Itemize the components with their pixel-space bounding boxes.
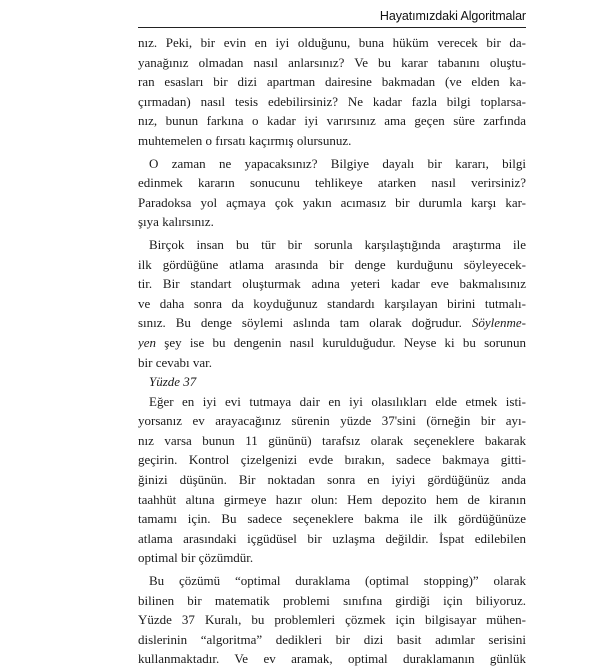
text-line: Paradoksa yol açmaya çok yakın acımasız bir durumla karşı kar-: [138, 194, 526, 210]
text-line: tamamı için. Bu sadece seçeneklere bakma ile ilk gördüğünüze: [138, 511, 526, 527]
text-line: çırmadan) nasıl tesis edebilirsiniz? Ne kadar fazla bilgi toplarsa-: [138, 93, 526, 109]
text-line: Yüzde 37 Kuralı, bu problemleri çözmek için bilgisayar mühen-: [138, 612, 526, 628]
text-line: O zaman ne yapacaksınız? Bilgiye dayalı bir kararı, bilgi: [149, 155, 526, 171]
text-line: edinmek kararın sonucunu tehlikeye atarken nasıl verirsiniz?: [138, 175, 526, 191]
paragraph-3: [138, 235, 526, 372]
text-line: dislerinin “algoritma” dedikleri bir dizi basit adımlar serisini: [138, 631, 526, 647]
text-line: ilk gördüğüne atlama arasında bir denge kurduğunu söyleyecek-: [138, 256, 526, 272]
text-line: [138, 313, 526, 333]
text-line: [138, 333, 526, 353]
italic-text-run: yen: [138, 334, 157, 350]
text-line: tir. Bir standart oluşturmak adına yeteri kadar eve bakmalısınız: [138, 276, 526, 292]
text-line: yanağınız olmadan nasıl anlarsınız? Ve bu karar tabanını oluştu-: [138, 54, 526, 70]
text-line: ran esasları bir dizi apartman dairesine bakmadan (ve elden ka-: [138, 74, 526, 90]
text-line: atlama arasındaki içgüdüsel bir uzlaşma değildir. İspat edilebilen: [138, 530, 526, 546]
text-line: taahhüt altına girmeye hazır olun: Hem depozito hem de kiranın: [138, 491, 526, 507]
paragraph-1: [138, 33, 526, 151]
running-header: Hayatımızdaki Algoritmalar: [379, 9, 526, 23]
text-line: kullanmaktadır. Ve ev aramak, optimal duraklamanın günlük: [138, 651, 526, 667]
text-line: nız. Peki, bir evin en iyi olduğunu, buna hüküm verecek bir da-: [138, 35, 526, 50]
text-line: Eğer en iyi evi tutmaya dair en iyi olasılıkları elde etmek isti-: [149, 393, 526, 409]
text-line: nız, bunun farkına o kadar iyi varırsınız ama geçen süre zarfında: [138, 113, 526, 129]
page-body: [138, 33, 526, 669]
paragraph-2: [138, 154, 526, 232]
text-line: Birçok insan bu tür bir sorunla karşılaştığında araştırma ile: [149, 236, 526, 252]
header-rule: [138, 27, 526, 28]
section-subheading: Yüzde 37: [149, 374, 197, 390]
italic-text-run: Söylenme-: [471, 315, 526, 331]
text-line: muhtemelen o fırsatı kaçırmış olursunuz.: [138, 132, 352, 148]
text-line: şıya kalırsınız.: [138, 214, 214, 230]
text-line: bir cevabı var.: [138, 354, 212, 370]
text-run: sınız. Bu denge söylemi aslında tam olarak doğrudur.: [138, 315, 462, 331]
paragraph-4: [138, 392, 526, 568]
paragraph-5: [138, 571, 526, 669]
text-line: ğinizi düşünün. Bir noktadan sonra en iyiyi gördüğünüz anda: [138, 472, 526, 488]
text-line: nız varsa bunun 11 gününü) tarafsız olarak seçeneklere bakarak: [138, 432, 526, 448]
text-line: optimal bir çözümdür.: [138, 550, 254, 566]
text-line: ve daha sonra da koyduğunuz standardı karşılayan birini tutmalı-: [138, 295, 526, 311]
text-run: şey ise bu dengenin nasıl kurulduğudur. Neyse ki bu sorunun: [156, 334, 526, 350]
text-line: yorsanız ev arayacağınız sürenin yüzde 37'sini (örneğin bir ayı-: [138, 413, 526, 429]
text-line: bilinen bir matematik problemi sınıfına girdiği için biliyoruz.: [138, 592, 526, 608]
text-line: geçirin. Kontrol çizelgenizi evde bırakın, sadece bakmaya gitti-: [138, 452, 526, 468]
text-line: Bu çözümü “optimal duraklama (optimal stopping)” olarak: [149, 573, 526, 589]
